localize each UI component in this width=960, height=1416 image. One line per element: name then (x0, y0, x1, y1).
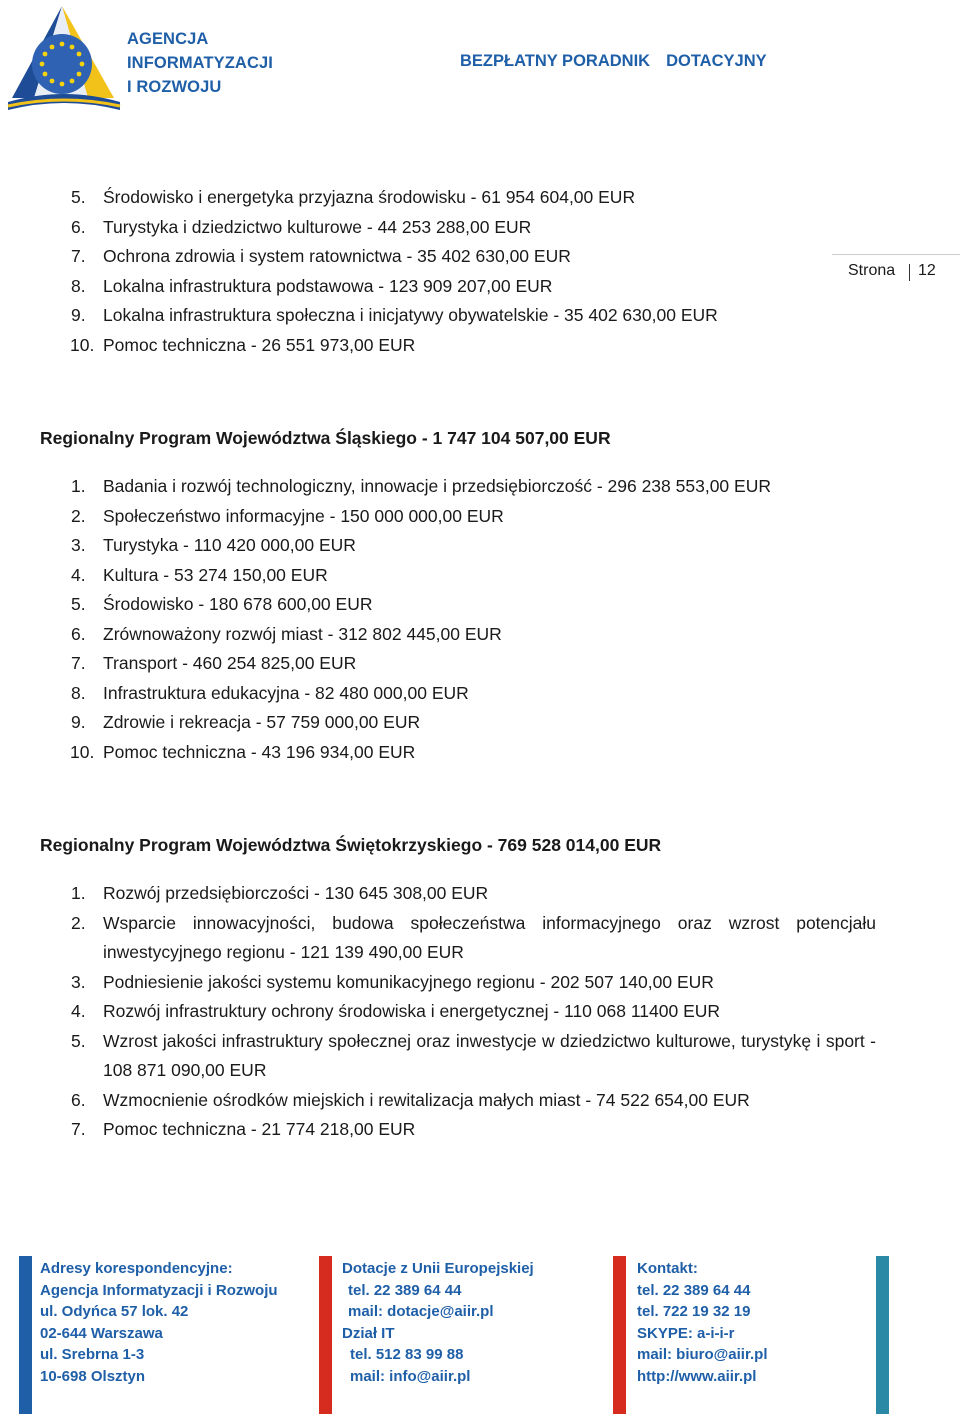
slogan-part-1: BEZPŁATNY PORADNIK (460, 52, 651, 70)
list-number: 6. (71, 1089, 86, 1110)
list-number: 8. (71, 682, 86, 703)
list-text: Środowisko - 180 678 600,00 EUR (103, 594, 373, 614)
list-text: Lokalna infrastruktura podstawowa - 123 909 207,00 EUR (103, 275, 553, 296)
list-text: Turystyka - 110 420 000,00 EUR (103, 535, 356, 555)
list-number: 4. (71, 564, 86, 585)
list-item (40, 1086, 876, 1116)
list-text: Zrównoważony rozwój miast - 312 802 445,00 EUR (103, 623, 502, 644)
list-item (40, 472, 870, 502)
list-text: Podniesienie jakości systemu komunikacyjnego regionu - 202 507 140,00 EUR (103, 971, 714, 992)
footer-phone[interactable]: tel. 22 389 64 44 (348, 1281, 462, 1299)
list-number: 6. (71, 623, 86, 644)
footer-bar-3 (613, 1256, 626, 1414)
footer-website-link[interactable]: http://www.aiir.pl (637, 1367, 757, 1385)
list-text: Rozwój przedsiębiorczości - 130 645 308,00 EUR (103, 883, 489, 903)
list-number: 9. (71, 305, 86, 325)
list-number: 10. (70, 334, 95, 355)
footer-heading: Adresy korespondencyjne: (40, 1260, 233, 1277)
list-item (40, 1027, 876, 1086)
footer-heading: Dotacje z Unii Europejskiej (342, 1260, 534, 1277)
list-item (40, 968, 876, 998)
list-text: Środowisko i energetyka przyjazna środowisku - 61 954 604,00 EUR (103, 187, 636, 207)
agency-logo (4, 2, 122, 116)
list-text: Infrastruktura edukacyjna - 82 480 000,00 EUR (103, 682, 469, 703)
footer-email-link[interactable]: mail: info@aiir.pl (350, 1367, 471, 1385)
list-item (40, 213, 870, 243)
list-text: Turystyka i dziedzictwo kulturowe - 44 253 288,00 EUR (103, 216, 532, 237)
list-number: 2. (71, 912, 86, 933)
footer-line: 10-698 Olsztyn (40, 1367, 146, 1385)
footer-grants-column (342, 1258, 534, 1387)
list-item (40, 620, 870, 650)
footer-contact-column (637, 1258, 767, 1387)
list-text: Społeczeństwo informacyjne - 150 000 000,00 EUR (103, 505, 504, 526)
footer-line: 02-644 Warszawa (40, 1324, 163, 1342)
footer-email-link[interactable]: mail: dotacje@aiir.pl (348, 1303, 494, 1320)
list-number: 9. (71, 712, 86, 732)
list-text: Transport - 460 254 825,00 EUR (103, 653, 357, 673)
list-item (40, 679, 870, 709)
list-text: Zdrowie i rekreacja - 57 759 000,00 EUR (103, 712, 421, 732)
list-text: Kultura - 53 274 150,00 EUR (103, 564, 328, 585)
footer-heading: Dział IT (342, 1324, 395, 1342)
footer-phone[interactable]: tel. 512 83 99 88 (350, 1346, 464, 1363)
footer-bar-2 (319, 1256, 332, 1414)
list-text: Lokalna infrastruktura społeczna i inicjatywy obywatelskie - 35 402 630,00 EUR (103, 305, 718, 325)
footer-phone[interactable]: tel. 22 389 64 44 (637, 1281, 751, 1299)
list-number: 2. (71, 505, 86, 526)
list-number: 5. (71, 187, 86, 207)
list-item (40, 590, 870, 620)
list-text: Pomoc techniczna - 43 196 934,00 EUR (103, 741, 416, 762)
list-item (40, 502, 870, 532)
header-slogan (460, 52, 783, 71)
list-item (40, 183, 870, 213)
footer-line: Agencja Informatyzacji i Rozwoju (40, 1281, 278, 1299)
agency-line-1: AGENCJA (127, 30, 209, 48)
list-item (40, 531, 870, 561)
list-item (40, 708, 870, 738)
page-number: 12 (918, 262, 936, 279)
list-item (40, 909, 876, 968)
list-text: Wsparcie innowacyjności, budowa społeczeństwa informacyjnego oraz wzrost potencjału inwestycyjnego regionu - 121 139 490,00 EUR (103, 912, 876, 962)
list-number: 1. (71, 883, 86, 903)
footer-phone[interactable]: tel. 722 19 32 19 (637, 1303, 751, 1320)
footer-skype[interactable]: SKYPE: a-i-i-r (637, 1324, 735, 1342)
list-number: 5. (71, 1030, 86, 1051)
list-item (40, 738, 870, 768)
footer-line: ul. Odyńca 57 lok. 42 (40, 1303, 189, 1320)
footer-bar-4 (876, 1256, 889, 1414)
list-item (40, 649, 870, 679)
list-text: Badania i rozwój technologiczny, innowacje i przedsiębiorczość - 296 238 553,00 EUR (103, 476, 771, 496)
list-item (40, 561, 870, 591)
footer-address-column (40, 1258, 278, 1387)
list-text: Wzrost jakości infrastruktury społecznej oraz inwestycje w dziedzictwo kulturowe, turystykę i sport - 108 871 090,00 EUR (103, 1030, 876, 1080)
list-text: Rozwój infrastruktury ochrony środowiska i energetycznej - 110 068 11400 EUR (103, 1001, 721, 1021)
list-number: 7. (71, 653, 86, 673)
list-number: 8. (71, 275, 86, 296)
list-number: 7. (71, 1119, 86, 1139)
list-number: 4. (71, 1001, 86, 1021)
list-item (40, 242, 870, 272)
list-text: Ochrona zdrowia i system ratownictwa - 35 402 630,00 EUR (103, 246, 571, 266)
list-item (40, 997, 876, 1027)
slaskie-list (40, 472, 870, 767)
section-title-slaskie: Regionalny Program Województwa Śląskiego - 1 747 104 507,00 EUR (40, 428, 611, 448)
footer-email-link[interactable]: mail: biuro@aiir.pl (637, 1346, 768, 1363)
list-item (40, 301, 870, 331)
list-text: Pomoc techniczna - 26 551 973,00 EUR (103, 334, 416, 355)
agency-line-2: INFORMATYZACJI (127, 54, 273, 72)
agency-line-3: I ROZWOJU (127, 78, 222, 96)
footer-heading: Kontakt: (637, 1260, 698, 1277)
list-number: 10. (70, 741, 95, 762)
list-item (40, 331, 870, 361)
list-text: Pomoc techniczna - 21 774 218,00 EUR (103, 1119, 416, 1139)
list-number: 3. (71, 535, 86, 555)
list-item (40, 272, 870, 302)
swietokrzyskie-list (40, 879, 876, 1145)
list-number: 5. (71, 594, 86, 614)
agency-name (127, 27, 273, 99)
list-number: 6. (71, 216, 86, 237)
page-number-divider (909, 264, 910, 281)
list-number: 1. (71, 476, 86, 496)
continued-list (40, 183, 870, 360)
slogan-part-2: DOTACYJNY (666, 52, 767, 70)
list-number: 3. (71, 971, 86, 992)
list-item (40, 1115, 876, 1145)
section-title-swietokrzyskie: Regionalny Program Województwa Świętokrzyskiego - 769 528 014,00 EUR (40, 835, 662, 855)
footer-bar-1 (19, 1256, 32, 1414)
list-item (40, 879, 876, 909)
page-label: Strona (848, 262, 896, 279)
list-number: 7. (71, 246, 86, 266)
list-text: Wzmocnienie ośrodków miejskich i rewitalizacja małych miast - 74 522 654,00 EUR (103, 1089, 750, 1110)
footer-line: ul. Srebrna 1-3 (40, 1346, 145, 1363)
